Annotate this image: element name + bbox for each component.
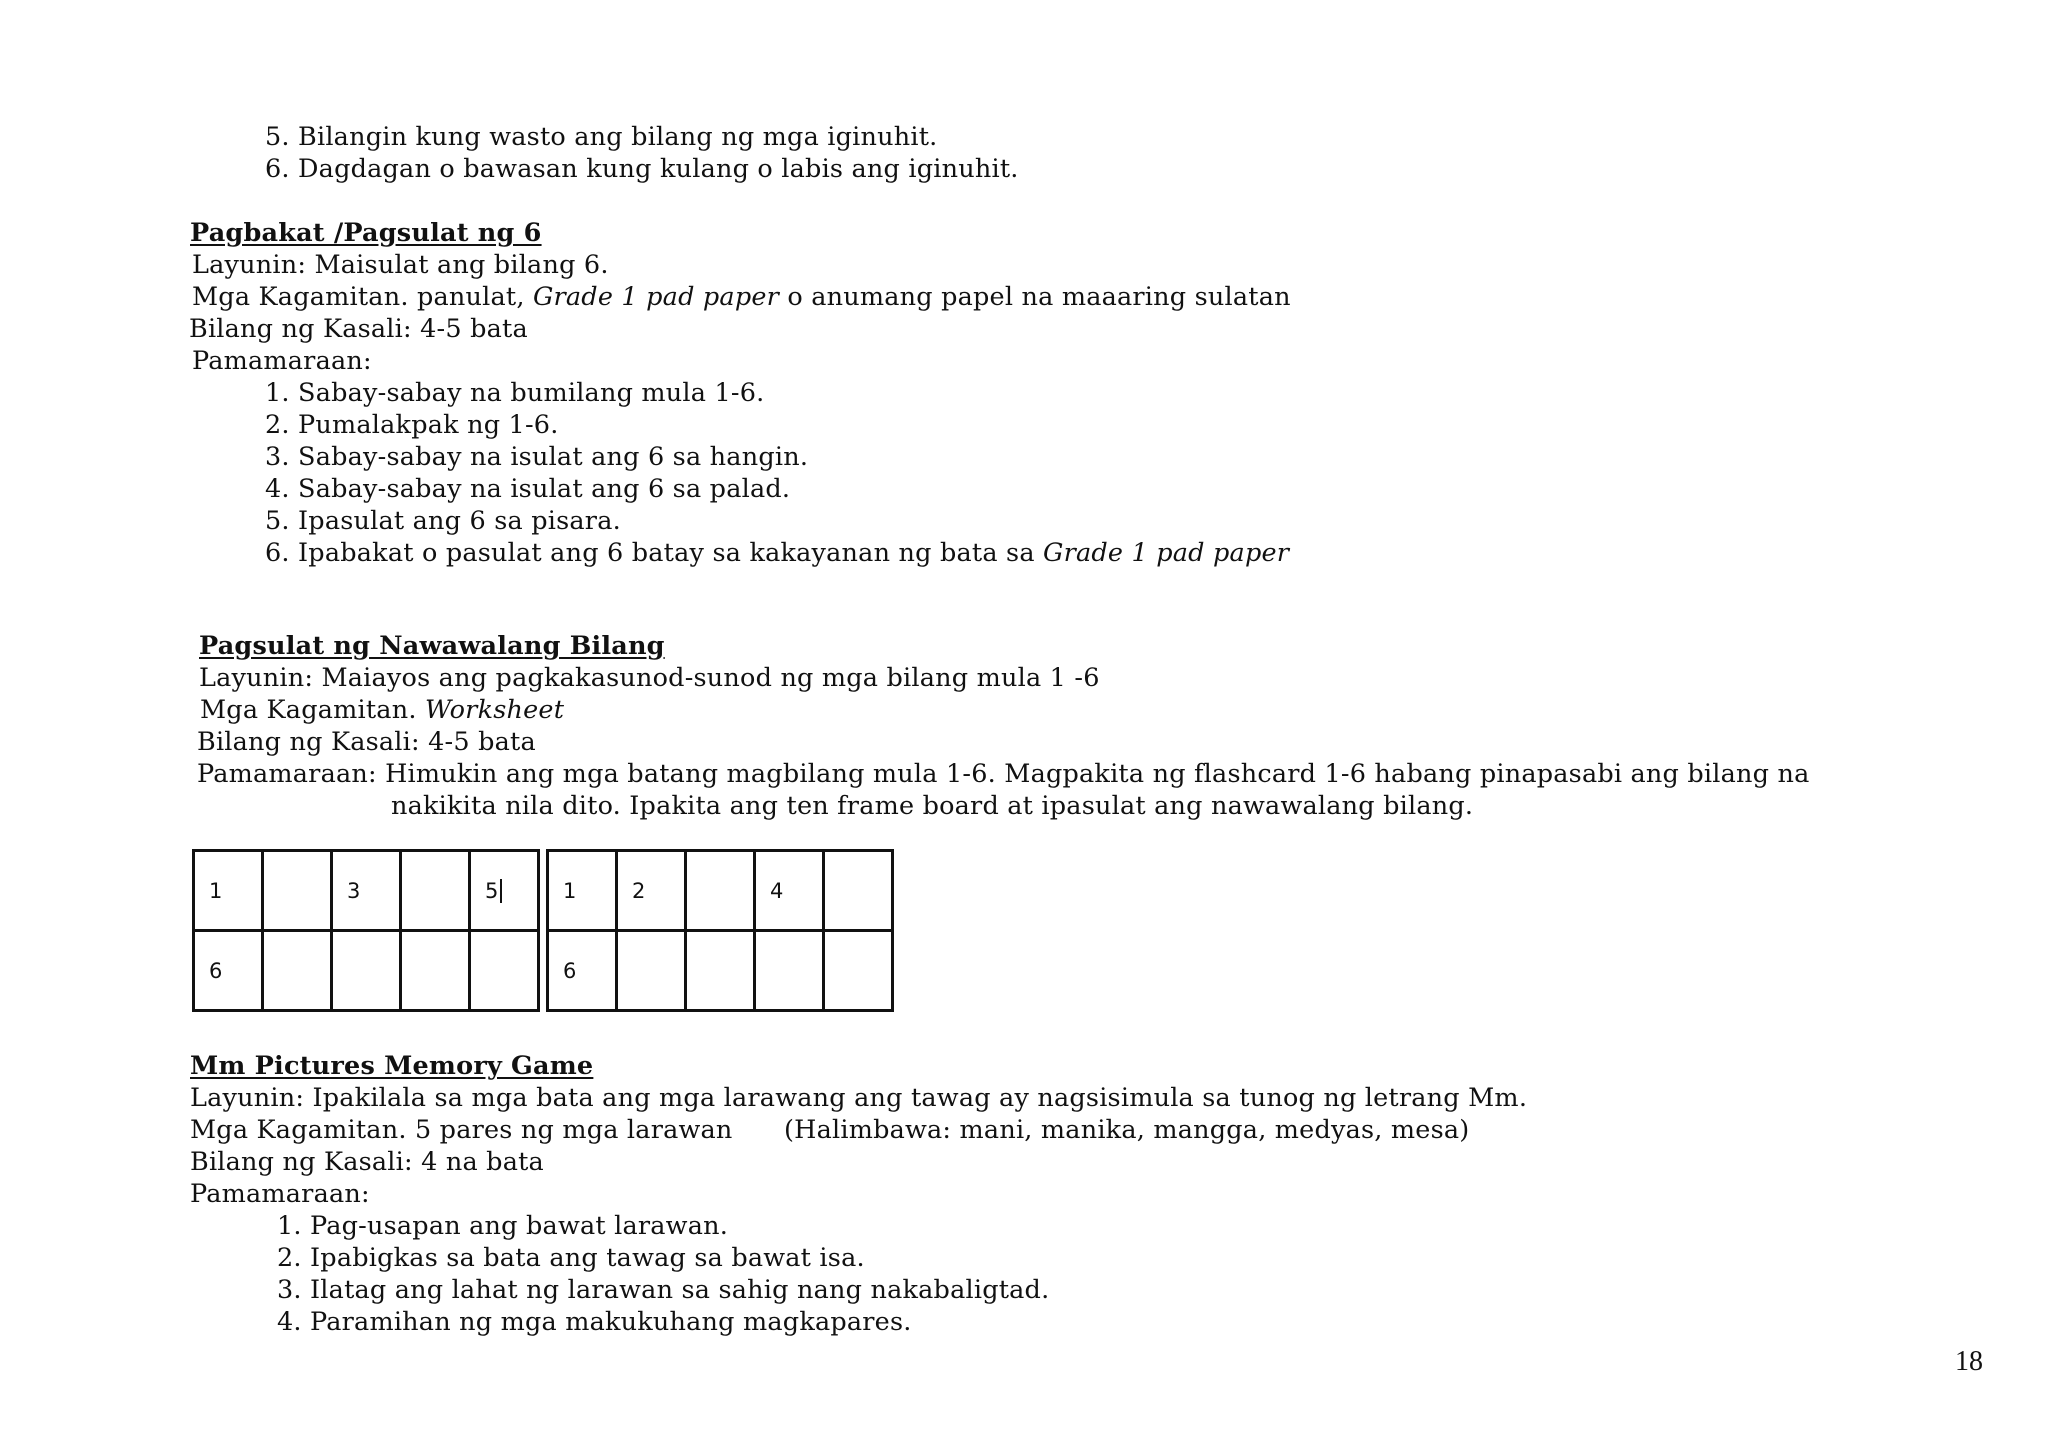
ten-frame-cell bbox=[686, 851, 755, 931]
kagamitan-text: Mga Kagamitan. 5 pares ng mga larawan bbox=[190, 1115, 733, 1145]
ten-frame-cell bbox=[824, 851, 893, 931]
ten-frame-row bbox=[194, 931, 539, 1011]
section-title-memory-game: Mm Pictures Memory Game bbox=[190, 1051, 594, 1081]
ten-frame-cell bbox=[263, 931, 332, 1011]
ten-frame-cell: 3 bbox=[332, 851, 401, 931]
ten-frame-cell bbox=[470, 931, 539, 1011]
ten-frame-cell bbox=[470, 851, 539, 931]
ten-frame-cell bbox=[401, 931, 470, 1011]
ten-frame-cell bbox=[755, 931, 824, 1011]
step-item: 1. Pag-usapan ang bawat larawan. bbox=[277, 1211, 729, 1241]
ten-frame-cell: 6 bbox=[548, 931, 617, 1011]
ten-frame-row bbox=[548, 931, 893, 1011]
step-item: 6. Ipabakat o pasulat ang 6 batay sa kakayanan ng bata sa Grade 1 pad paper bbox=[265, 538, 1290, 568]
section-title-pagbakat: Pagbakat /Pagsulat ng 6 bbox=[190, 218, 542, 248]
layunin-text: Layunin: Ipakilala sa mga bata ang mga larawang ang tawag ay nagsisimula sa tunog ng letrang Mm. bbox=[190, 1083, 1528, 1113]
pamamaraan-text-continued: nakikita nila dito. Ipakita ang ten frame board at ipasulat ang nawawalang bilang. bbox=[391, 791, 1474, 821]
ten-frame-board-1 bbox=[192, 849, 540, 1012]
page-number: 18 bbox=[1955, 1346, 1983, 1377]
intro-step-5: 5. Bilangin kung wasto ang bilang ng mga iginuhit. bbox=[265, 122, 938, 152]
kagamitan-text: Mga Kagamitan. Worksheet bbox=[200, 695, 565, 725]
layunin-text: Layunin: Maiayos ang pagkakasunod-sunod ng mga bilang mula 1 -6 bbox=[199, 663, 1100, 693]
cell-value-with-cursor: 5 bbox=[485, 879, 502, 903]
ten-frame-cell bbox=[824, 931, 893, 1011]
step-item: 3. Sabay-sabay na isulat ang 6 sa hangin. bbox=[265, 442, 809, 472]
layunin-text: Layunin: Maisulat ang bilang 6. bbox=[192, 250, 609, 280]
pamamaraan-label: Pamamaraan: bbox=[192, 346, 372, 376]
step-item: 4. Sabay-sabay na isulat ang 6 sa palad. bbox=[265, 474, 791, 504]
step-item: 1. Sabay-sabay na bumilang mula 1-6. bbox=[265, 378, 765, 408]
ten-frame-board-2 bbox=[546, 849, 894, 1012]
ten-frame-cell bbox=[263, 851, 332, 931]
kasali-text: Bilang ng Kasali: 4-5 bata bbox=[197, 727, 536, 757]
step-item: 2. Pumalakpak ng 1-6. bbox=[265, 410, 559, 440]
halimbawa-text: (Halimbawa: mani, manika, mangga, medyas, mesa) bbox=[784, 1115, 1470, 1145]
ten-frame-cell bbox=[332, 931, 401, 1011]
pamamaraan-label: Pamamaraan: bbox=[190, 1179, 370, 1209]
ten-frame-cell: 1 bbox=[194, 851, 263, 931]
step-item: 4. Paramihan ng mga makukuhang magkapares. bbox=[277, 1307, 912, 1337]
ten-frame-row bbox=[548, 851, 893, 931]
ten-frame-cell: 4 bbox=[755, 851, 824, 931]
section-title-nawawala: Pagsulat ng Nawawalang Bilang bbox=[199, 631, 665, 661]
ten-frame-cell: 2 bbox=[617, 851, 686, 931]
ten-frame-row bbox=[194, 851, 539, 931]
step-item: 2. Ipabigkas sa bata ang tawag sa bawat isa. bbox=[277, 1243, 865, 1273]
ten-frame-cell bbox=[617, 931, 686, 1011]
kagamitan-text: Mga Kagamitan. panulat, Grade 1 pad paper o anumang papel na maaaring sulatan bbox=[192, 282, 1291, 312]
kasali-text: Bilang ng Kasali: 4 na bata bbox=[190, 1147, 544, 1177]
ten-frame-cell: 1 bbox=[548, 851, 617, 931]
ten-frame-cell bbox=[401, 851, 470, 931]
intro-step-6: 6. Dagdagan o bawasan kung kulang o labis ang iginuhit. bbox=[265, 154, 1019, 184]
step-item: 5. Ipasulat ang 6 sa pisara. bbox=[265, 506, 621, 536]
kasali-text: Bilang ng Kasali: 4-5 bata bbox=[189, 314, 528, 344]
ten-frame-cell: 6 bbox=[194, 931, 263, 1011]
ten-frame-cell bbox=[686, 931, 755, 1011]
pamamaraan-text: Pamamaraan: Himukin ang mga batang magbilang mula 1-6. Magpakita ng flashcard 1-6 habang pinapasabi ang bilang na bbox=[197, 759, 1810, 789]
step-item: 3. Ilatag ang lahat ng larawan sa sahig nang nakabaligtad. bbox=[277, 1275, 1050, 1305]
